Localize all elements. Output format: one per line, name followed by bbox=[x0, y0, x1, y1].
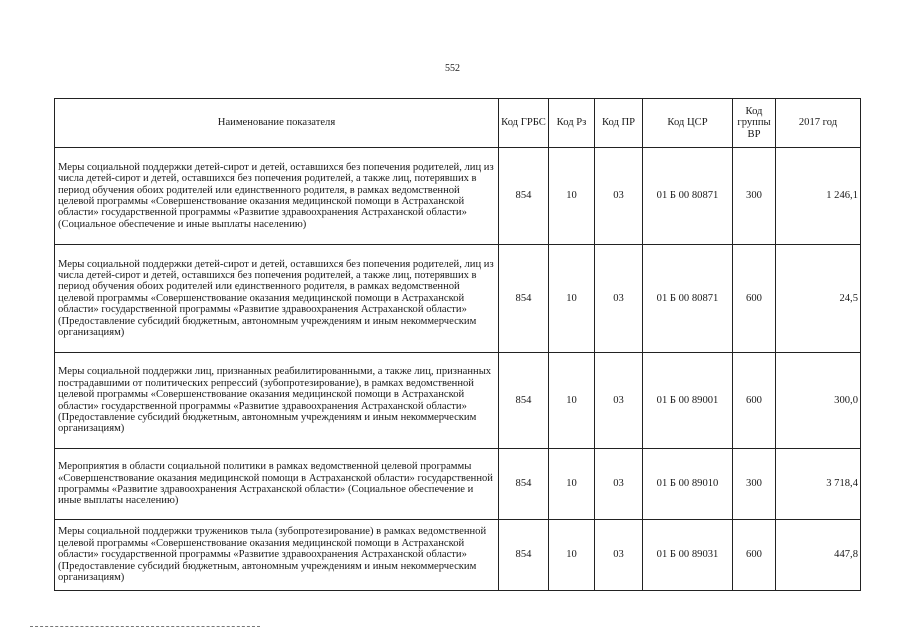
cell-amount: 1 246,1 bbox=[776, 148, 861, 245]
table-row bbox=[55, 148, 861, 245]
cell-rz: 10 bbox=[549, 449, 595, 520]
cell-name: Меры социальной поддержки детей-сирот и детей, оставшихся без попечения родителей, лиц из числа детей-сирот и детей, оставшихся без попечения родителей, а также лиц, потерявших в период обучения обоих родителей или единственного родителя, в рамках ведомственной целевой программы «Совершенствование оказания медицинской помощи в Астраханской области» государственной программы «Развитие здравоохранения Астраханской области» (Социальное обеспечение и иные выплаты населению) bbox=[55, 148, 499, 245]
cell-vr: 600 bbox=[733, 245, 776, 353]
header-name: Наименование показателя bbox=[55, 99, 499, 148]
cell-csr: 01 Б 00 89010 bbox=[643, 449, 733, 520]
budget-table bbox=[54, 98, 861, 591]
cell-amount: 3 718,4 bbox=[776, 449, 861, 520]
cell-name: Меры социальной поддержки тружеников тыла (зубопротезирование) в рамках ведомственной целевой программы «Совершенствование оказания медицинской помощи в Астраханской области» государственной программы «Развитие здравоохранения Астраханской области» (Предоставление субсидий бюджетным, автономным учреждениям и иным некоммерческим организациям) bbox=[55, 520, 499, 591]
cell-pr: 03 bbox=[595, 353, 643, 449]
header-rz: Код Рз bbox=[549, 99, 595, 148]
cell-rz: 10 bbox=[549, 245, 595, 353]
table-row bbox=[55, 245, 861, 353]
cell-amount: 300,0 bbox=[776, 353, 861, 449]
cell-rz: 10 bbox=[549, 148, 595, 245]
cell-rz: 10 bbox=[549, 353, 595, 449]
cell-csr: 01 Б 00 80871 bbox=[643, 245, 733, 353]
cell-vr: 600 bbox=[733, 353, 776, 449]
header-year: 2017 год bbox=[776, 99, 861, 148]
bottom-divider bbox=[30, 626, 260, 627]
cell-rz: 10 bbox=[549, 520, 595, 591]
cell-grbs: 854 bbox=[499, 353, 549, 449]
header-csr: Код ЦСР bbox=[643, 99, 733, 148]
header-grbs: Код ГРБС bbox=[499, 99, 549, 148]
table-row bbox=[55, 520, 861, 591]
cell-grbs: 854 bbox=[499, 520, 549, 591]
cell-name: Меры социальной поддержки детей-сирот и детей, оставшихся без попечения родителей, лиц из числа детей-сирот и детей, оставшихся без попечения родителей, а также лиц, потерявших в период обучения обоих родителей или единственного родителя, в рамках ведомственной целевой программы «Совершенствование оказания медицинской помощи в Астраханской области» государственной программы «Развитие здравоохранения Астраханской области» (Предоставление субсидий бюджетным, автономным учреждениям и иным некоммерческим организациям) bbox=[55, 245, 499, 353]
cell-amount: 24,5 bbox=[776, 245, 861, 353]
cell-csr: 01 Б 00 89031 bbox=[643, 520, 733, 591]
cell-amount: 447,8 bbox=[776, 520, 861, 591]
cell-pr: 03 bbox=[595, 148, 643, 245]
cell-vr: 600 bbox=[733, 520, 776, 591]
table-row bbox=[55, 353, 861, 449]
header-vr: Код группы ВР bbox=[733, 99, 776, 148]
cell-grbs: 854 bbox=[499, 148, 549, 245]
table-header-row bbox=[55, 99, 861, 148]
cell-name: Мероприятия в области социальной политики в рамках ведомственной целевой программы «Совершенствование оказания медицинской помощи в Астраханской области» государственной программы «Развитие здравоохранения Астраханской области» (Социальное обеспечение и иные выплаты населению) bbox=[55, 449, 499, 520]
cell-vr: 300 bbox=[733, 449, 776, 520]
header-pr: Код ПР bbox=[595, 99, 643, 148]
cell-csr: 01 Б 00 80871 bbox=[643, 148, 733, 245]
cell-pr: 03 bbox=[595, 245, 643, 353]
cell-pr: 03 bbox=[595, 520, 643, 591]
cell-grbs: 854 bbox=[499, 449, 549, 520]
cell-csr: 01 Б 00 89001 bbox=[643, 353, 733, 449]
cell-pr: 03 bbox=[595, 449, 643, 520]
cell-grbs: 854 bbox=[499, 245, 549, 353]
table-row bbox=[55, 449, 861, 520]
cell-name: Меры социальной поддержки лиц, признанных реабилитированными, а также лиц, признанных пострадавшими от политических репрессий (зубопротезирование), в рамках ведомственной целевой программы «Совершенствование оказания медицинской помощи в Астраханской области» государственной программы «Развитие здравоохранения Астраханской области» (Предоставление субсидий бюджетным, автономным учреждениям и иным некоммерческим организациям) bbox=[55, 353, 499, 449]
page-number: 552 bbox=[445, 63, 460, 74]
cell-vr: 300 bbox=[733, 148, 776, 245]
